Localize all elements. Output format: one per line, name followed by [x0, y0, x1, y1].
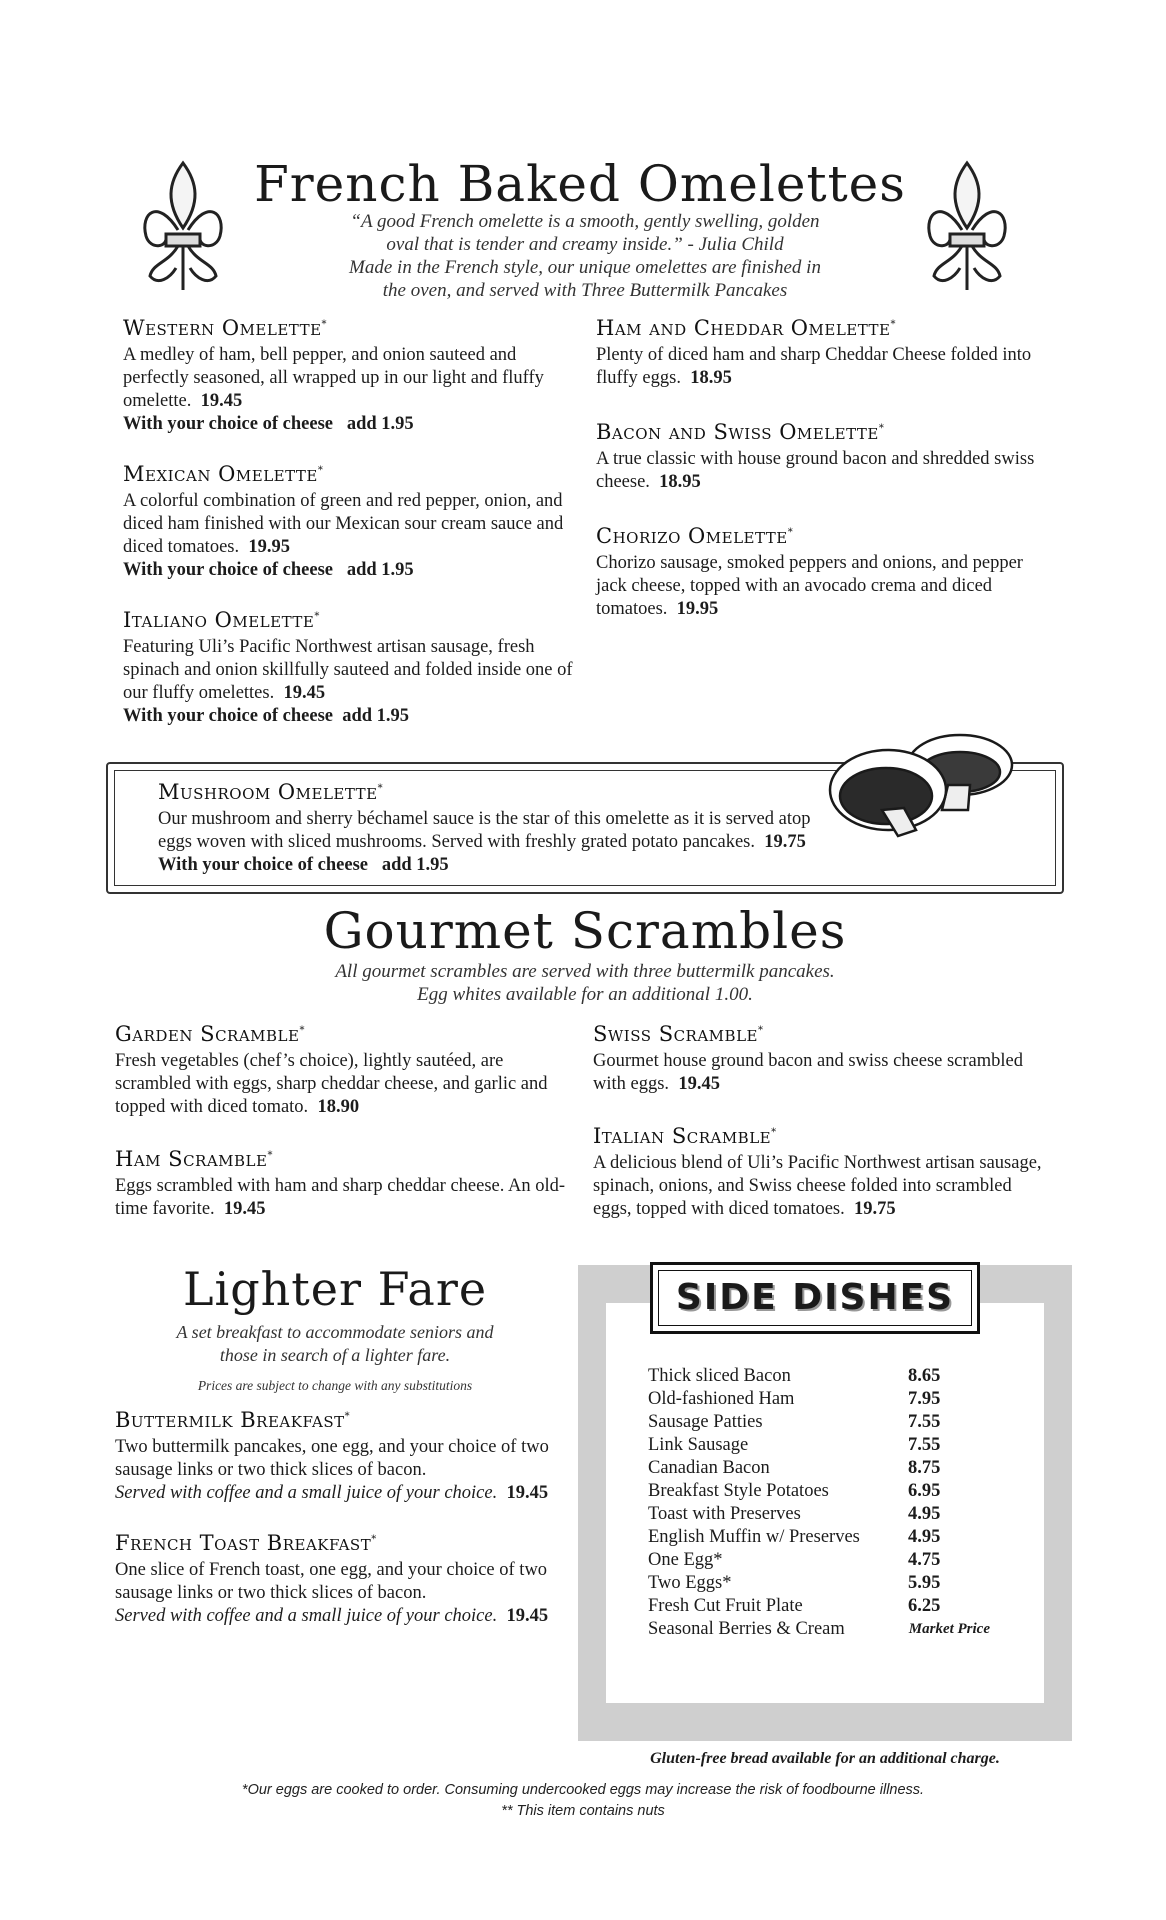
- cheese-option: With your choice of cheese add 1.95: [123, 706, 410, 726]
- omelettes-quote: “A good French omelette is a smooth, gently swelling, golden oval that is tender and creamy inside.” - Julia Child: [350, 211, 820, 255]
- scrambles-intro: All gourmet scrambles are served with three buttermilk pancakes.: [335, 961, 835, 982]
- omelettes-right-column: [596, 316, 1042, 647]
- fleur-de-lis-icon: [922, 158, 1012, 298]
- cheese-option: With your choice of cheese add 1.95: [158, 855, 449, 875]
- menu-item: [593, 1124, 1045, 1221]
- scrambles-right-column: [593, 1022, 1045, 1247]
- side-dishes-title: SIDE DISHES: [675, 1277, 955, 1318]
- mushroom-illustration: [820, 730, 1020, 850]
- cheese-option: With your choice of cheese add 1.95: [123, 414, 414, 434]
- list-item: One Egg* 4.75: [648, 1550, 941, 1570]
- footer-disclaimer: *Our eggs are cooked to order. Consuming undercooked eggs may increase the risk of foodbourne illness.: [241, 1782, 925, 1798]
- lighter-note: Prices are subject to change with any substitutions: [197, 1378, 473, 1393]
- scrambles-left-column: [115, 1022, 575, 1247]
- item-description: Gourmet house ground bacon and swiss cheese scrambled with eggs. 19.45: [593, 1051, 1024, 1094]
- featured-item: [158, 780, 818, 877]
- item-name: Garden Scramble*: [115, 1022, 305, 1046]
- item-description: Fresh vegetables (chef’s choice), lightly sautéed, are scrambled with eggs, sharp cheddar cheese, and garlic and topped with diced tomato. 18.90: [115, 1051, 548, 1117]
- item-name: Ham and Cheddar Omelette*: [596, 316, 896, 340]
- item-price: 19.45: [678, 1074, 720, 1094]
- menu-item: [123, 316, 579, 436]
- lighter-title: Lighter Fare: [182, 1262, 488, 1316]
- omelettes-intro: Made in the French style, our unique omelettes are finished in the oven, and served with Three Buttermilk Pancakes: [349, 257, 821, 301]
- list-item: Sausage Patties 7.55: [648, 1412, 941, 1432]
- menu-item: [123, 462, 579, 582]
- item-name: Mexican Omelette*: [123, 462, 324, 486]
- menu-item: [596, 420, 1042, 494]
- item-price: 19.95: [248, 537, 290, 557]
- list-item: Link Sausage 7.55: [648, 1435, 941, 1455]
- item-name: Mushroom Omelette*: [158, 780, 384, 804]
- item-description: Chorizo sausage, smoked peppers and onions, and pepper jack cheese, topped with an avocado crema and diced tomatoes. 19.95: [596, 553, 1023, 619]
- item-description: One slice of French toast, one egg, and your choice of two sausage links or two thick slices of bacon.: [115, 1560, 548, 1603]
- lighter-column: [115, 1408, 567, 1654]
- side-dishes-list: [648, 1365, 990, 1641]
- cheese-option: With your choice of cheese add 1.95: [123, 560, 414, 580]
- item-name: Swiss Scramble*: [593, 1022, 764, 1046]
- list-item: Thick sliced Bacon 8.65: [648, 1366, 941, 1386]
- item-served: Served with coffee and a small juice of your choice. 19.45: [115, 1483, 549, 1503]
- item-description: A colorful combination of green and red pepper, onion, and diced ham finished with our Mexican sour cream sauce and diced tomatoes. 19.95: [123, 491, 564, 557]
- omelettes-title: French Baked Omelettes: [254, 155, 906, 213]
- menu-item: [115, 1147, 575, 1221]
- item-price: 18.95: [690, 368, 732, 388]
- list-item: Old-fashioned Ham 7.95: [648, 1389, 941, 1409]
- item-name: Western Omelette*: [123, 316, 328, 340]
- list-item: Canadian Bacon 8.75: [648, 1458, 941, 1478]
- item-served: Served with coffee and a small juice of your choice. 19.45: [115, 1606, 549, 1626]
- list-item: Two Eggs* 5.95: [648, 1573, 941, 1593]
- menu-item: [596, 524, 1042, 621]
- omelettes-left-column: [123, 316, 579, 754]
- item-name: French Toast Breakfast*: [115, 1531, 377, 1555]
- item-description: Plenty of diced ham and sharp Cheddar Cheese folded into fluffy eggs. 18.95: [596, 345, 1032, 388]
- list-item: Toast with Preserves 4.95: [648, 1504, 941, 1524]
- item-description: Eggs scrambled with ham and sharp cheddar cheese. An old-time favorite. 19.45: [115, 1176, 566, 1219]
- item-price: 19.45: [506, 1606, 549, 1626]
- item-description: Featuring Uli’s Pacific Northwest artisan sausage, fresh spinach and onion skillfully sauteed and folded inside one of our fluffy omelettes. 19.45: [123, 637, 573, 703]
- list-item: English Muffin w/ Preserves 4.95: [648, 1527, 941, 1547]
- item-name: Italian Scramble*: [593, 1124, 777, 1148]
- item-description: A medley of ham, bell pepper, and onion sauteed and perfectly seasoned, all wrapped up in our light and fluffy omelette. 19.45: [123, 345, 544, 411]
- side-dishes-title-box: [650, 1262, 980, 1334]
- item-price: 19.45: [223, 1199, 266, 1219]
- menu-item: [115, 1022, 575, 1119]
- item-price: 19.75: [764, 832, 806, 852]
- menu-item: [115, 1408, 567, 1505]
- item-name: Italiano Omelette*: [123, 608, 320, 632]
- item-price: 19.45: [506, 1483, 549, 1503]
- list-item: Seasonal Berries & Cream Market Price: [648, 1619, 990, 1639]
- menu-item: [115, 1531, 567, 1628]
- item-price: 18.90: [317, 1097, 360, 1117]
- menu-item: [596, 316, 1042, 390]
- item-description: Our mushroom and sherry béchamel sauce is the star of this omelette as it is served atop eggs woven with sliced mushrooms. Served with freshly grated potato pancakes. 19.75 With your choice of cheese add 1.95: [158, 809, 811, 875]
- lighter-intro: A set breakfast to accommodate seniors and: [176, 1322, 494, 1342]
- item-name: Buttermilk Breakfast*: [115, 1408, 351, 1432]
- item-name: Chorizo Omelette*: [596, 524, 794, 548]
- scrambles-intro: Egg whites available for an additional 1.00.: [417, 984, 753, 1005]
- fleur-de-lis-icon: [138, 158, 228, 298]
- menu-item: [123, 608, 579, 728]
- item-price: 19.45: [200, 391, 243, 411]
- item-price: 19.95: [676, 599, 719, 619]
- item-description: Two buttermilk pancakes, one egg, and your choice of two sausage links or two thick slices of bacon.: [115, 1437, 549, 1480]
- item-name: Ham Scramble*: [115, 1147, 273, 1171]
- item-price: 19.75: [854, 1199, 896, 1219]
- item-description: A delicious blend of Uli’s Pacific Northwest artisan sausage, spinach, onions, and Swiss cheese folded into scrambled eggs, topped with diced tomatoes. 19.75: [593, 1153, 1042, 1219]
- item-name: Bacon and Swiss Omelette*: [596, 420, 885, 444]
- item-description: A true classic with house ground bacon and shredded swiss cheese. 18.95: [596, 449, 1035, 492]
- footer-nuts-note: ** This item contains nuts: [501, 1803, 665, 1819]
- lighter-intro: those in search of a lighter fare.: [219, 1345, 451, 1365]
- item-price: 19.45: [283, 683, 326, 703]
- list-item: Fresh Cut Fruit Plate 6.25: [648, 1596, 941, 1616]
- item-price: 18.95: [659, 472, 701, 492]
- list-item: Breakfast Style Potatoes 6.95: [648, 1481, 941, 1501]
- scrambles-title: Gourmet Scrambles: [323, 902, 847, 960]
- gluten-note: Gluten-free bread available for an additional charge.: [650, 1750, 1000, 1767]
- menu-item: [593, 1022, 1045, 1096]
